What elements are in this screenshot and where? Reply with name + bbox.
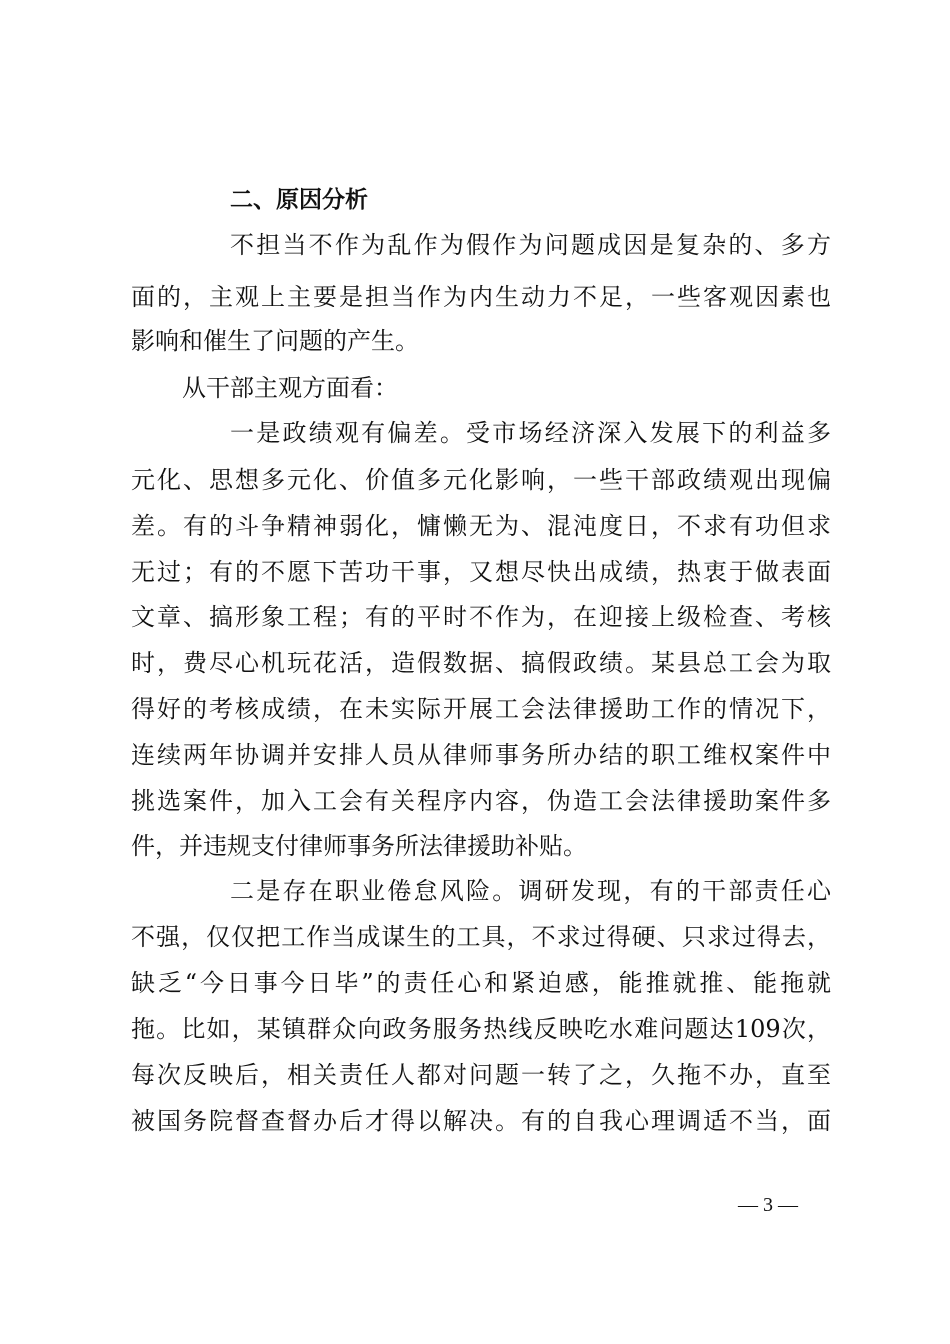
paragraph-line: 元化、思想多元化、价值多元化影响，一些干部政绩观出现偏: [131, 466, 831, 494]
paragraph-line: 件，并违规支付律师事务所法律援助补贴。: [131, 832, 587, 860]
paragraph-line: 拖。比如，某镇群众向政务服务热线反映吃水难问题达109次，: [131, 1015, 831, 1043]
section-heading: 二、原因分析: [230, 187, 368, 213]
subheading: 从干部主观方面看：: [182, 374, 398, 402]
paragraph-line: 每次反映后，相关责任人都对问题一转了之，久拖不办，直至: [131, 1061, 831, 1089]
paragraph-line: 时，费尽心机玩花活，造假数据、搞假政绩。某县总工会为取: [131, 649, 831, 677]
page-number: — 3 —: [738, 1194, 798, 1216]
paragraph-line: 不强，仅仅把工作当成谋生的工具，不求过得硬、只求过得去，: [131, 923, 831, 951]
paragraph-line: 连续两年协调并安排人员从律师事务所办结的职工维权案件中: [131, 741, 831, 769]
paragraph-line: 影响和催生了问题的产生。: [131, 327, 419, 355]
paragraph-line: 得好的考核成绩，在未实际开展工会法律援助工作的情况下，: [131, 695, 831, 723]
paragraph-line: 不担当不作为乱作为假作为问题成因是复杂的、多方: [230, 231, 831, 259]
paragraph-line: 挑选案件，加入工会有关程序内容，伪造工会法律援助案件多: [131, 787, 831, 815]
paragraph-line: 被国务院督查督办后才得以解决。有的自我心理调适不当，面: [131, 1107, 831, 1135]
paragraph-line: 差。有的斗争精神弱化，慵懒无为、混沌度日，不求有功但求: [131, 512, 831, 540]
paragraph-line: 文章、搞形象工程；有的平时不作为，在迎接上级检查、考核: [131, 603, 831, 631]
paragraph-line: 面的，主观上主要是担当作为内生动力不足，一些客观因素也: [131, 283, 831, 311]
paragraph-line: 一是政绩观有偏差。受市场经济深入发展下的利益多: [230, 419, 831, 447]
paragraph-line: 无过；有的不愿下苦功干事，又想尽快出成绩，热衷于做表面: [131, 558, 831, 586]
paragraph-line: 缺乏“今日事今日毕”的责任心和紧迫感，能推就推、能拖就: [131, 969, 831, 997]
paragraph-line: 二是存在职业倦怠风险。调研发现，有的干部责任心: [230, 877, 831, 905]
